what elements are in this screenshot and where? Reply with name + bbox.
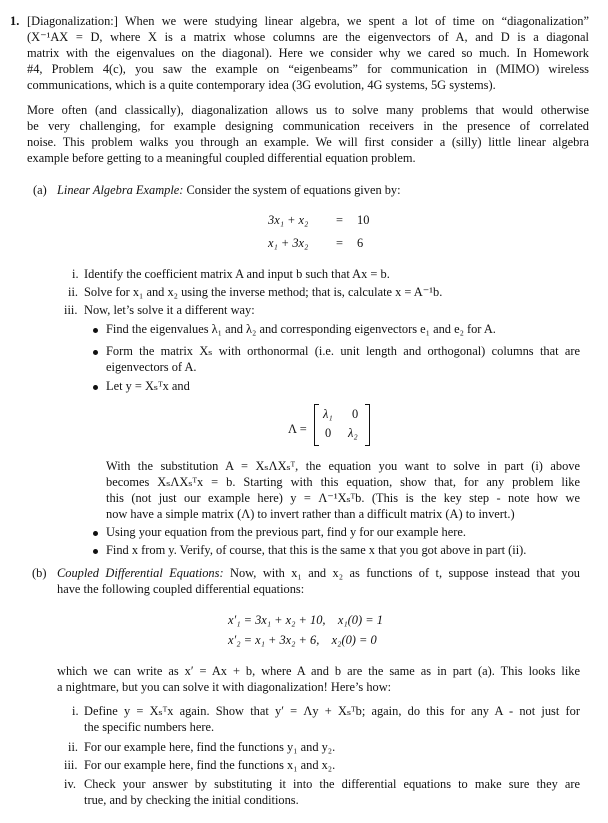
intro-line-1: [Diagonalization:] When we were studying linear algebra, we spent a lot of time on “diagonalization” bbox=[27, 14, 589, 28]
part-a-heading: Linear Algebra Example: bbox=[57, 183, 184, 197]
matrix-cell-21: 0 bbox=[325, 426, 332, 440]
problem-number: 1. bbox=[10, 14, 20, 28]
a-item-i-label: i. bbox=[72, 267, 79, 281]
matrix-cell-11: λ₁ bbox=[323, 407, 333, 421]
b-item-i-line-2: the specific numbers here. bbox=[84, 720, 215, 734]
a-bullet-2-cont: eigenvectors of A. bbox=[106, 360, 197, 374]
matrix-cell-22: λ₂ bbox=[348, 426, 358, 440]
bullet-icon bbox=[93, 350, 98, 355]
a-bullet-2: Form the matrix Xₛ with orthonormal (i.e. unit length and orthogonal) columns that are bbox=[106, 344, 580, 358]
part-a-heading-row bbox=[57, 183, 401, 198]
part-b-after-1: which we can write as x′ = Ax + b, where A and b are the same as in part (a). This looks like bbox=[57, 664, 580, 678]
lambda-matrix-label: Λ = bbox=[288, 422, 307, 436]
b-item-iv-line-1: Check your answer by substituting it into the differential equations to make sure they are bbox=[84, 777, 580, 791]
subst-line-2: becomes XₛΛXₛᵀx = b. Starting with this equation, show that, for any problem like bbox=[106, 475, 580, 489]
part-b-heading: Coupled Differential Equations: bbox=[57, 566, 224, 580]
a-item-i-text: Identify the coefficient matrix A and input b such that Ax = b. bbox=[84, 267, 390, 281]
part-b-heading-row bbox=[57, 566, 580, 581]
subst-line-3: this (not just our example here) y = Λ⁻¹Xₛᵀb. (This is the key step - note how we bbox=[106, 491, 580, 505]
a-item-ii-text: Solve for x₁ and x₂ using the inverse method; that is, calculate x = A⁻¹b. bbox=[84, 285, 443, 299]
diff-eq-2: x′₂ = x₁ + 3x₂ + 6, x₂(0) = 0 bbox=[228, 633, 377, 647]
intro-line-3: matrix with the eigenvalues on the diagonal). Here we consider why we cared so much. In Homework bbox=[27, 46, 589, 60]
eq1-equals: = bbox=[336, 213, 343, 227]
bullet-icon bbox=[93, 385, 98, 390]
a-item-ii-label: ii. bbox=[68, 285, 78, 299]
bullet-icon bbox=[93, 549, 98, 554]
para2-line-4: example before getting to a meaningful coupled differential equation problem. bbox=[27, 151, 416, 165]
part-b-label: (b) bbox=[32, 566, 47, 580]
matrix-cell-12: 0 bbox=[352, 407, 359, 421]
eq2-lhs: x₁ + 3x₂ bbox=[268, 236, 309, 250]
b-item-iii-line-1: For our example here, find the functions x₁ and x₂. bbox=[84, 758, 336, 772]
b-item-iv-line-2: true, and by checking the initial conditions. bbox=[84, 793, 299, 807]
intro-line-4: #4, Problem 4(c), you saw the example on “eigenbeams” for communication in (MIMO) wireless bbox=[27, 62, 589, 76]
eq1-rhs: 10 bbox=[357, 213, 370, 227]
left-bracket bbox=[314, 404, 319, 446]
part-a-label: (a) bbox=[33, 183, 47, 197]
b-item-ii-label: ii. bbox=[68, 740, 78, 754]
a-item-iii-text: Now, let’s solve it a different way: bbox=[84, 303, 255, 317]
eq2-rhs: 6 bbox=[357, 236, 364, 250]
diff-eq-1: x′₁ = 3x₁ + x₂ + 10, x₁(0) = 1 bbox=[228, 613, 383, 627]
b-item-ii-line-1: For our example here, find the functions y₁ and y₂. bbox=[84, 740, 336, 754]
lambda-matrix bbox=[314, 404, 370, 446]
a-item-iii-label: iii. bbox=[64, 303, 78, 317]
right-bracket bbox=[365, 404, 370, 446]
para2-line-2: be very challenging, for example designing communication receivers in the presence of correlated bbox=[27, 119, 589, 133]
a-bullet-5: Find x from y. Verify, of course, that this is the same x that you got above in part (ii). bbox=[106, 543, 527, 557]
subst-line-1: With the substitution A = XₛΛXₛᵀ, the equation you want to solve in part (i) above bbox=[106, 459, 580, 473]
a-bullet-4: Using your equation from the previous part, find y for our example here. bbox=[106, 525, 466, 539]
subst-line-4: now have a simple matrix (Λ) to invert rather than a difficult matrix (A) to invert.) bbox=[106, 507, 515, 521]
eq2-equals: = bbox=[336, 236, 343, 250]
intro-line-2: (X⁻¹AX = D, where X is a matrix whose columns are the eigenvectors of A, and D is a diagonal bbox=[27, 30, 589, 44]
part-b-after-2: a nightmare, but you can solve it with diagonalization! Here’s how: bbox=[57, 680, 392, 694]
para2-line-3: noise. This problem walks you through an example. We will first consider a (silly) little linear algebra bbox=[27, 135, 589, 149]
a-bullet-3: Let y = Xₛᵀx and bbox=[106, 379, 190, 393]
para2-line-1: More often (and classically), diagonalization allows us to solve many problems that would otherwise bbox=[27, 103, 589, 117]
b-item-iii-label: iii. bbox=[64, 758, 78, 772]
bullet-icon bbox=[93, 328, 98, 333]
intro-line-5: communications, which is a quite contemporary idea (3G evolution, 4G systems, 5G systems). bbox=[27, 78, 496, 92]
b-item-iv-label: iv. bbox=[64, 777, 76, 791]
eq1-lhs: 3x₁ + x₂ bbox=[268, 213, 309, 227]
part-a-heading-rest: Consider the system of equations given by: bbox=[183, 183, 401, 197]
part-b-heading-rest: Now, with x₁ and x₂ as functions of t, suppose instead that you bbox=[223, 566, 580, 580]
part-b-line-2: have the following coupled differential equations: bbox=[57, 582, 305, 596]
b-item-i-line-1: Define y = Xₛᵀx again. Show that y′ = Λy + Xₛᵀb; again, do this for any A - not just for bbox=[84, 704, 580, 718]
a-bullet-1: Find the eigenvalues λ₁ and λ₂ and corresponding eigenvectors e₁ and e₂ for A. bbox=[106, 322, 496, 336]
bullet-icon bbox=[93, 531, 98, 536]
b-item-i-label: i. bbox=[72, 704, 79, 718]
